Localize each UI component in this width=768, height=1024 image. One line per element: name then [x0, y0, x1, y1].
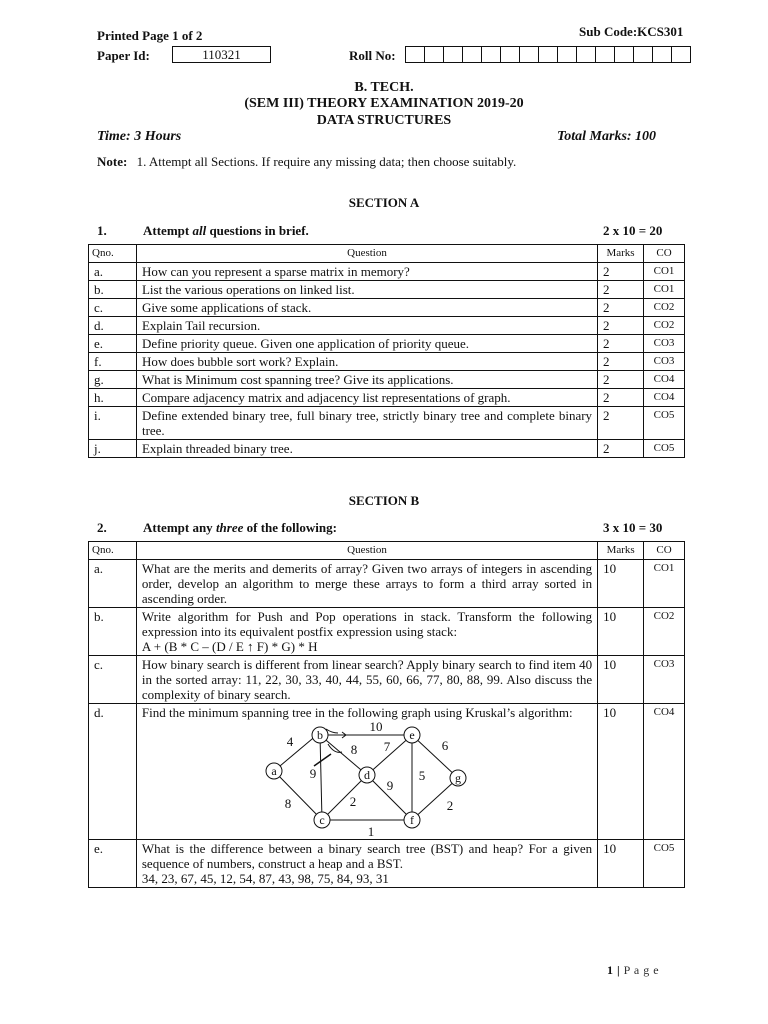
- table-row: [89, 560, 685, 608]
- row-marks: 10: [598, 840, 644, 888]
- row-marks: 10: [598, 608, 644, 656]
- row-co: CO2: [644, 299, 685, 317]
- subject-title: DATA STRUCTURES: [316, 113, 452, 128]
- row-question: Compare adjacency matrix and adjacency list representations of graph.: [136, 389, 597, 407]
- table-row: [89, 317, 685, 335]
- weight-b-e: 10: [369, 720, 383, 734]
- edge-c-d: [322, 775, 367, 820]
- instruction-post: questions in brief.: [206, 223, 309, 238]
- row-question: Find the minimum spanning tree in the following graph using Kruskal’s algorithm:: [141, 705, 573, 720]
- row-qno: c.: [89, 299, 137, 317]
- section-b-instruction: [143, 520, 337, 536]
- section-b-qnum: 2.: [97, 520, 107, 535]
- weight-f-g: 2: [446, 798, 454, 813]
- roll-no-cell: [576, 46, 596, 63]
- row-marks: 10: [598, 560, 644, 608]
- row-co: CO2: [644, 317, 685, 335]
- row-qno: e.: [89, 840, 137, 888]
- row-qno: c.: [89, 656, 137, 704]
- row-co: CO4: [644, 389, 685, 407]
- roll-no-cell: [671, 46, 691, 63]
- section-b-marks: 3 x 10 = 30: [603, 520, 663, 535]
- row-question-cell: [136, 608, 597, 656]
- row-qno: b.: [89, 281, 137, 299]
- row-qno: d.: [89, 317, 137, 335]
- weight-d-f: 9: [386, 778, 394, 793]
- row-co: CO1: [644, 263, 685, 281]
- note-label: Note:: [97, 154, 128, 169]
- row-co: CO5: [644, 440, 685, 458]
- row-qno: i.: [89, 407, 137, 440]
- weight-d-e: 7: [383, 739, 391, 754]
- row-question: Explain Tail recursion.: [136, 317, 597, 335]
- row-qno: a.: [89, 560, 137, 608]
- header-qno: Qno.: [89, 542, 137, 560]
- roll-no-cell: [462, 46, 482, 63]
- edge-b-c: [320, 735, 322, 820]
- total-marks-label: Total Marks: 100: [557, 129, 657, 144]
- table-row: [89, 704, 685, 840]
- row-co: CO5: [644, 407, 685, 440]
- row-question: How can you represent a sparse matrix in memory?: [136, 263, 597, 281]
- roll-no-cell: [633, 46, 653, 63]
- row-question: Define extended binary tree, full binary tree, strictly binary tree and complete binary tree.: [136, 407, 597, 440]
- edge-b-d: [320, 735, 367, 775]
- row-question: How does bubble sort work? Explain.: [136, 353, 597, 371]
- header-question: Question: [136, 542, 597, 560]
- roll-no-cell: [481, 46, 501, 63]
- instruction-post: of the following:: [243, 520, 337, 535]
- row-marks: 10: [598, 704, 644, 840]
- roll-no-cell: [519, 46, 539, 63]
- note-text: 1. Attempt all Sections. If require any missing data; then choose suitably.: [136, 154, 517, 169]
- roll-no-cell: [614, 46, 634, 63]
- weight-a-b: 4: [286, 734, 294, 749]
- row-question: Write algorithm for Push and Pop operations in stack. Transform the following expression into its equivalent postfix expression using stack:: [141, 609, 593, 639]
- row-marks: 2: [598, 389, 644, 407]
- row-question-cell: [136, 840, 597, 888]
- table-row: [89, 263, 685, 281]
- header-marks: Marks: [598, 542, 644, 560]
- instruction-pre: Attempt: [143, 223, 193, 238]
- row-co: CO4: [644, 371, 685, 389]
- node-label-f: f: [409, 813, 414, 827]
- table-row: [89, 656, 685, 704]
- roll-no-cell: [538, 46, 558, 63]
- row-question: Define priority queue. Given one application of priority queue.: [136, 335, 597, 353]
- roll-no-cell: [443, 46, 463, 63]
- row-qno: d.: [89, 704, 137, 840]
- header-co: CO: [644, 245, 685, 263]
- node-label-a: a: [271, 764, 277, 778]
- page-separator: |: [617, 963, 621, 977]
- row-qno: j.: [89, 440, 137, 458]
- node-label-c: c: [319, 813, 325, 827]
- row-co: CO2: [644, 608, 685, 656]
- row-question: What is the difference between a binary search tree (BST) and heap? For a given sequence of numbers, construct a heap and a BST.: [141, 841, 593, 871]
- header-question: Question: [136, 245, 597, 263]
- course-title: B. TECH.: [354, 80, 414, 95]
- instruction-emphasis: three: [215, 520, 244, 535]
- row-co: CO3: [644, 656, 685, 704]
- section-b-heading: SECTION B: [348, 493, 420, 508]
- header-marks: Marks: [598, 245, 644, 263]
- table-row: [89, 281, 685, 299]
- weight-e-g: 6: [441, 738, 449, 753]
- weight-a-c: 8: [284, 796, 292, 811]
- row-co: CO4: [644, 704, 685, 840]
- node-label-g: g: [454, 771, 461, 785]
- weight-c-d: 2: [349, 794, 357, 809]
- table-row: [89, 440, 685, 458]
- row-marks: 2: [598, 440, 644, 458]
- row-qno: g.: [89, 371, 137, 389]
- node-label-e: e: [409, 728, 415, 742]
- row-question: What are the merits and demerits of array? Given two arrays of integers in ascending order, develop an algorithm to merge these arrays to form a third array sorted in ascending order.: [136, 560, 597, 608]
- header-co: CO: [644, 542, 685, 560]
- roll-no-label: Roll No:: [349, 48, 396, 63]
- row-marks: 2: [598, 353, 644, 371]
- roll-no-cell: [557, 46, 577, 63]
- row-marks: 2: [598, 281, 644, 299]
- row-marks: 2: [598, 317, 644, 335]
- row-qno: a.: [89, 263, 137, 281]
- row-qno: b.: [89, 608, 137, 656]
- roll-no-cell: [424, 46, 444, 63]
- exam-title: (SEM III) THEORY EXAMINATION 2019-20: [244, 96, 524, 111]
- row-expression: 34, 23, 67, 45, 12, 54, 87, 43, 98, 75, 84, 93, 31: [141, 871, 389, 886]
- row-question: Give some applications of stack.: [136, 299, 597, 317]
- section-a-heading: SECTION A: [348, 195, 420, 210]
- table-row: [89, 407, 685, 440]
- roll-no-boxes: [406, 46, 691, 63]
- table-header-row: [89, 245, 685, 263]
- note: [97, 154, 516, 170]
- sub-code: Sub Code:KCS301: [579, 24, 684, 39]
- weight-c-f: 1: [367, 824, 375, 838]
- row-qno: f.: [89, 353, 137, 371]
- section-a-instruction: [143, 223, 309, 239]
- page-word: P a g e: [623, 963, 660, 977]
- table-row: [89, 371, 685, 389]
- section-b-table: [88, 541, 685, 888]
- section-a-table: [88, 244, 685, 458]
- table-row: [89, 353, 685, 371]
- row-question: How binary search is different from linear search? Apply binary search to find item 40 in the sorted array: 11, 22, 30, 33, 40, 44, 55, 60, 66, 77, 80, 88, 99. Also discuss the complexity of binary search.: [136, 656, 597, 704]
- table-row: [89, 335, 685, 353]
- header-qno: Qno.: [89, 245, 137, 263]
- row-marks: 2: [598, 299, 644, 317]
- row-marks: 2: [598, 263, 644, 281]
- roll-no-cell: [595, 46, 615, 63]
- page-footer: [607, 963, 659, 978]
- weight-b-c: 9: [309, 766, 317, 781]
- roll-no-cell: [405, 46, 425, 63]
- row-qno: h.: [89, 389, 137, 407]
- weight-e-f: 5: [418, 768, 426, 783]
- roll-no-cell: [500, 46, 520, 63]
- row-question: List the various operations on linked list.: [136, 281, 597, 299]
- row-co: CO5: [644, 840, 685, 888]
- row-co: CO3: [644, 353, 685, 371]
- row-marks: 2: [598, 371, 644, 389]
- instruction-emphasis: all: [192, 223, 207, 238]
- instruction-pre: Attempt any: [143, 520, 216, 535]
- row-qno: e.: [89, 335, 137, 353]
- row-question-cell: [136, 704, 597, 840]
- row-marks: 2: [598, 335, 644, 353]
- section-a-marks: 2 x 10 = 20: [603, 223, 663, 238]
- node-label-b: b: [316, 728, 323, 742]
- paper-id-box: 110321: [172, 46, 271, 63]
- paper-id-label: Paper Id:: [97, 48, 150, 63]
- row-marks: 10: [598, 656, 644, 704]
- node-label-d: d: [363, 768, 370, 782]
- row-marks: 2: [598, 407, 644, 440]
- row-question: What is Minimum cost spanning tree? Give its applications.: [136, 371, 597, 389]
- section-a-qnum: 1.: [97, 223, 107, 238]
- table-header-row: [89, 542, 685, 560]
- table-row: [89, 840, 685, 888]
- row-co: CO3: [644, 335, 685, 353]
- row-co: CO1: [644, 281, 685, 299]
- table-row: [89, 299, 685, 317]
- weight-b-d: 8: [350, 742, 358, 757]
- roll-no-cell: [652, 46, 672, 63]
- strike-mark: [314, 754, 331, 766]
- row-co: CO1: [644, 560, 685, 608]
- printed-page-label: Printed Page 1 of 2: [97, 28, 203, 43]
- row-question: Explain threaded binary tree.: [136, 440, 597, 458]
- table-row: [89, 389, 685, 407]
- table-row: [89, 608, 685, 656]
- row-expression: A + (B * C – (D / E ↑ F) * G) * H: [141, 639, 318, 654]
- page-number: 1: [607, 963, 614, 977]
- time-label: Time: 3 Hours: [97, 129, 182, 144]
- kruskal-graph: [230, 720, 490, 838]
